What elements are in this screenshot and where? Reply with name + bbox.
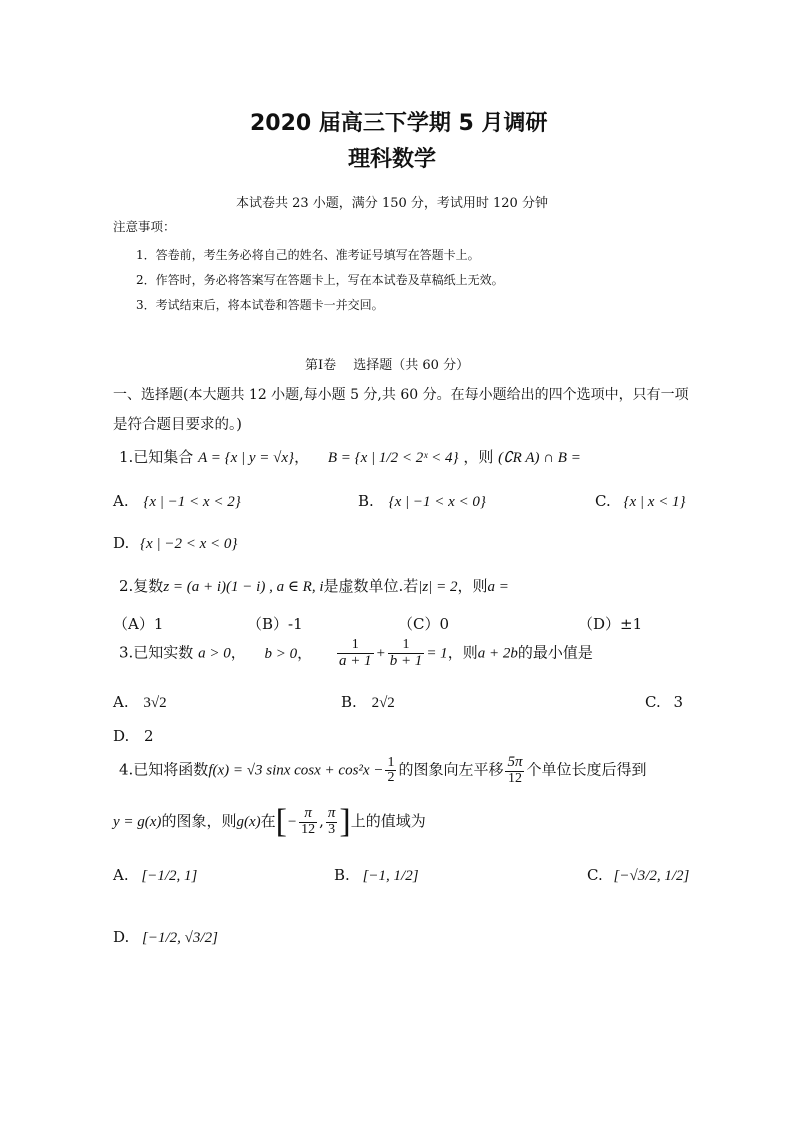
q3-expr: a + 2b bbox=[477, 645, 518, 662]
q4-line2-text-1: 的图象，则 bbox=[161, 812, 237, 830]
q4-option-c bbox=[587, 866, 689, 885]
q4-prefix: 4.已知将函数 bbox=[119, 760, 209, 779]
q1-set-b: B = {x | 1/2 < 2ˣ < 4} bbox=[327, 450, 459, 466]
exam-info: 本试卷共 23 小题，满分 150 分，考试用时 120 分钟 bbox=[236, 196, 548, 211]
q1-option-a-label: A. bbox=[113, 492, 129, 510]
q3-option-a-value: 3√2 bbox=[143, 695, 167, 711]
q2-option-c: （C）0 bbox=[398, 615, 450, 633]
q1-option-b bbox=[358, 492, 486, 511]
q4-mid: 的图象向左平移 bbox=[398, 760, 504, 779]
q3-tail: 的最小值是 bbox=[517, 643, 593, 662]
question-3: 3.已知实数 a > 0， b > 0， $\frac{1}{a + 1}$ + $\frac{1}{b + 1}$ = 1，则a + 2b的最小值是 bbox=[119, 637, 593, 669]
q4-end: 个单位长度后得到 bbox=[526, 760, 647, 779]
note-item-2: 2．作答时，务必将答案写在答题卡上，写在本试卷及草稿纸上无效。 bbox=[136, 273, 504, 287]
q3-equals: = 1 bbox=[426, 645, 448, 662]
q3-separator: ， bbox=[230, 643, 246, 662]
q4-option-b-value: [−1, 1/2] bbox=[362, 868, 419, 884]
exam-subtitle: 理科数学 bbox=[348, 147, 437, 172]
q4-option-d bbox=[113, 928, 218, 947]
q4-option-a bbox=[113, 866, 197, 885]
q1-option-a bbox=[113, 492, 241, 511]
exam-title: 2020 届高三下学期 5 月调研 bbox=[250, 111, 548, 136]
q3-prefix: 3.已知实数 bbox=[119, 643, 194, 662]
q3-option-a bbox=[113, 693, 167, 712]
question-4-line-2: y = g(x)的图象，则g(x)在[− $\frac{\pi}{12}$ , $\frac{\pi}{3}$ ]上的值域为 bbox=[113, 803, 426, 840]
q1-expr: (∁R A) ∩ B = bbox=[498, 450, 581, 466]
q4-option-a-label: A. bbox=[113, 866, 129, 884]
q1-option-d-label: D. bbox=[113, 534, 130, 552]
question-4-line-1 bbox=[119, 755, 647, 786]
q3-ask: ，则 bbox=[447, 643, 478, 662]
q3-option-b-label: B. bbox=[341, 693, 357, 711]
q1-option-c-value: {x | x < 1} bbox=[623, 494, 686, 510]
q3-option-b-value: 2√2 bbox=[371, 695, 395, 711]
q3-option-d-value: 2 bbox=[144, 727, 154, 745]
q4-interval-right-bracket: ] bbox=[339, 803, 351, 840]
q1-option-a-value: {x | −1 < x < 2} bbox=[143, 494, 241, 510]
q4-option-a-value: [−1/2, 1] bbox=[141, 868, 198, 884]
q3-option-c bbox=[645, 693, 683, 711]
q4-option-c-label: C. bbox=[587, 866, 603, 884]
q1-option-c bbox=[595, 492, 686, 511]
q2-rest: 是虚数单位.若 bbox=[323, 577, 419, 595]
q2-tail: a = bbox=[487, 579, 509, 595]
q2-expr: z = (a + i)(1 − i) , a ∈ R, i bbox=[163, 579, 324, 595]
q4-line2-text-3: 上的值域为 bbox=[350, 812, 426, 830]
q4-interval-right: $\frac{\pi}{3}$ bbox=[327, 805, 336, 838]
q4-function: f(x) = √3 sinx cosx + cos²x − bbox=[208, 762, 384, 779]
q1-option-d bbox=[113, 534, 237, 553]
q4-option-c-value: [−√3/2, 1/2] bbox=[613, 868, 690, 884]
q4-option-d-label: D. bbox=[113, 928, 130, 946]
q4-shift-fraction: $\frac{5\pi}{12}$ bbox=[507, 754, 523, 786]
q4-interval-left-bracket: [ bbox=[275, 803, 287, 840]
q3-option-c-value: 3 bbox=[673, 693, 684, 711]
q3-fraction-2: $\frac{1}{b + 1}$ bbox=[389, 637, 423, 669]
q3-option-c-label: C. bbox=[645, 693, 661, 711]
question-1: 1.已知集合 A = {x | y = √x}， B = {x | 1/2 < 2ˣ < 4} ，则 (∁R A) ∩ B = bbox=[119, 448, 581, 466]
q4-option-b-label: B. bbox=[334, 866, 350, 884]
q3-plus: + bbox=[375, 645, 386, 662]
q3-condition-b: b > 0 bbox=[264, 645, 298, 662]
q1-option-b-value: {x | −1 < x < 0} bbox=[388, 494, 486, 510]
q1-option-b-label: B. bbox=[358, 492, 374, 510]
q3-option-d-label: D. bbox=[113, 727, 130, 745]
q1-prefix: 1.已知集合 bbox=[119, 448, 194, 466]
q1-option-c-label: C. bbox=[595, 492, 611, 510]
q3-option-a-label: A. bbox=[113, 693, 129, 711]
q1-ask: ，则 bbox=[463, 448, 494, 466]
note-item-3: 3．考试结束后，将本试卷和答题卡一并交回。 bbox=[136, 298, 384, 312]
q4-interval-left: $\frac{\pi}{12}$ bbox=[301, 805, 316, 838]
notes-heading: 注意事项： bbox=[113, 219, 176, 234]
section-title: 第Ⅰ卷 选择题（共 60 分） bbox=[305, 358, 470, 373]
section-instructions-2: 是符合题目要求的。) bbox=[113, 417, 242, 433]
q2-option-a: （A）1 bbox=[113, 615, 164, 633]
q4-option-b bbox=[334, 866, 419, 885]
q3-option-b bbox=[341, 693, 395, 712]
q4-g-expr: g(x) bbox=[236, 814, 261, 830]
q3-option-d bbox=[113, 727, 154, 745]
q4-option-d-value: [−1/2, √3/2] bbox=[142, 930, 218, 946]
q1-set-a: A = {x | y = √x} bbox=[198, 450, 295, 466]
q2-option-b: （B）-1 bbox=[247, 615, 303, 633]
section-instructions-1: 一、选择题(本大题共 12 小题,每小题 5 分,共 60 分。在每小题给出的四个选项中，只有一项 bbox=[113, 387, 689, 403]
q4-half-fraction: $\frac{1}{2}$ bbox=[387, 754, 395, 786]
q2-condition: |z| = 2 bbox=[418, 579, 458, 595]
q4-line2-text-2: 在 bbox=[260, 812, 276, 830]
q2-option-d: （D）±1 bbox=[578, 615, 643, 633]
note-item-1: 1．答卷前，考生务必将自己的姓名、准考证号填写在答题卡上。 bbox=[136, 248, 480, 262]
q3-fraction-1: $\frac{1}{a + 1}$ bbox=[338, 637, 372, 669]
q4-g-def: y = g(x) bbox=[113, 814, 162, 830]
q1-option-d-value: {x | −2 < x < 0} bbox=[140, 536, 238, 552]
q3-condition-a: a > 0 bbox=[198, 645, 231, 662]
q2-text: 2.复数 bbox=[119, 577, 164, 595]
q2-ask: ，则 bbox=[457, 577, 488, 595]
question-2 bbox=[119, 575, 509, 596]
